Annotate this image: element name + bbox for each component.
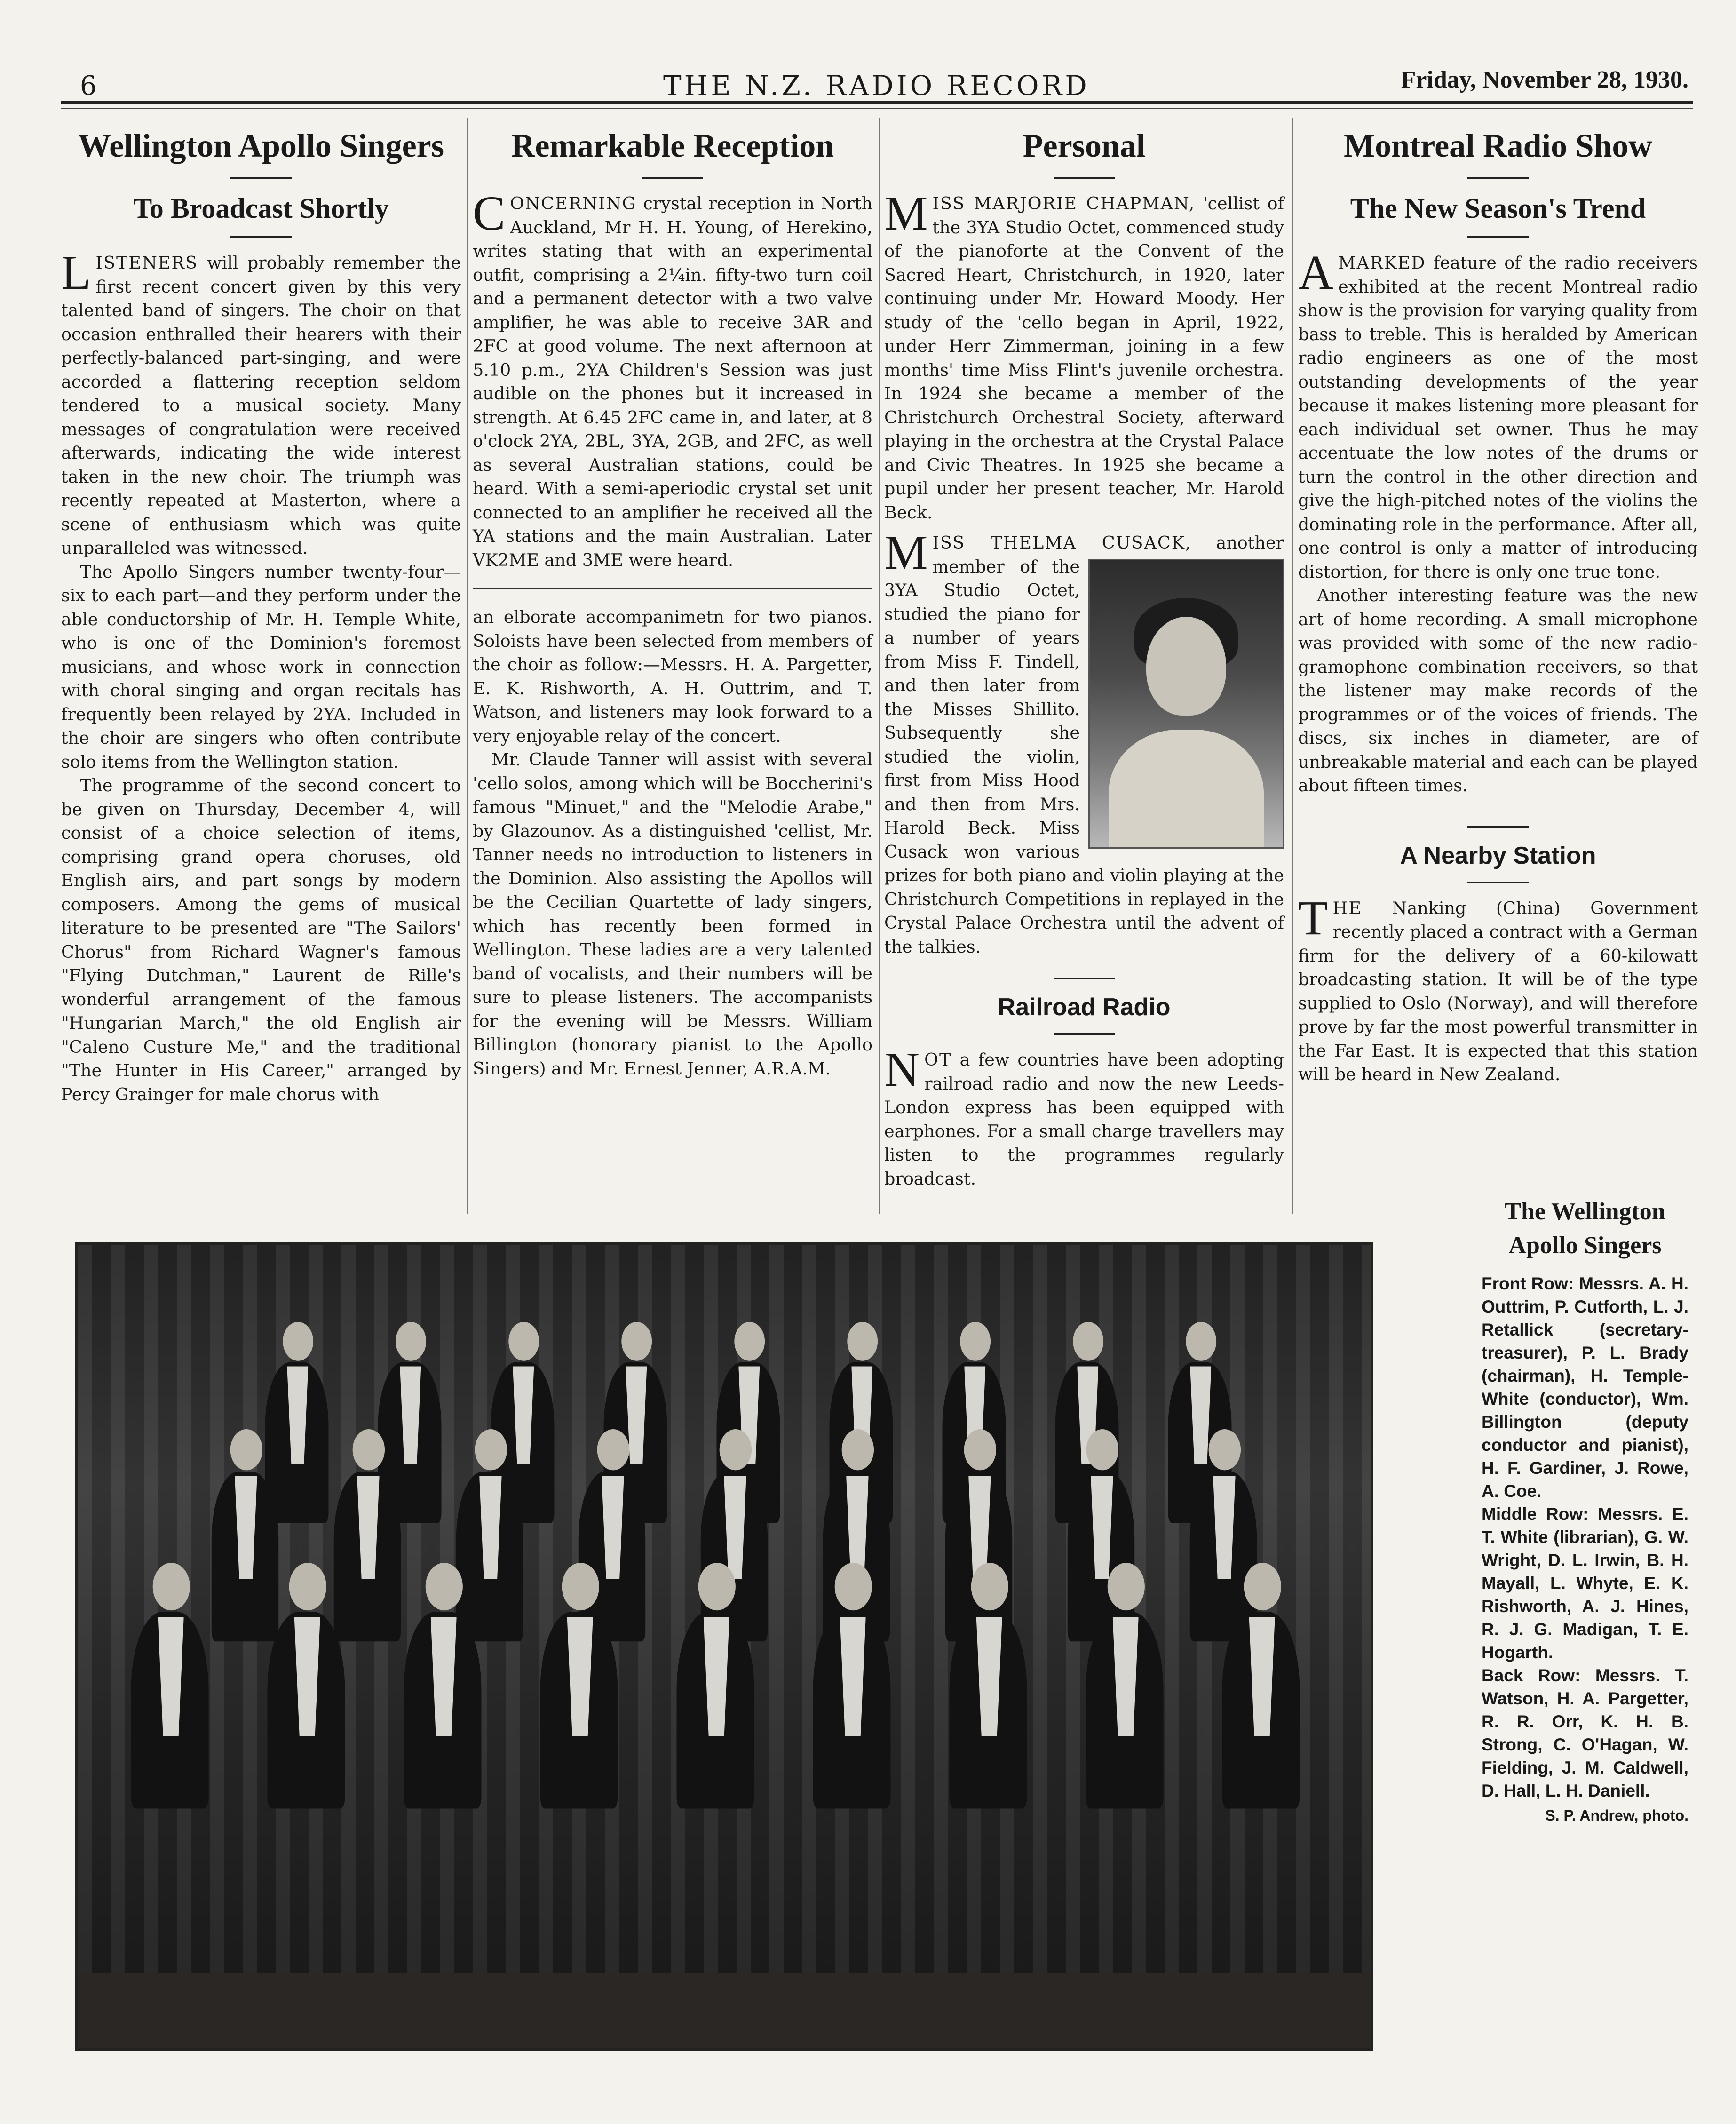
paragraph-text: feature of the radio receivers exhibited at the recent Montreal radio show is the provision for varying quality from bass to treble. This is heralded by American radio engineers as one of the most outstanding developments of the year because it makes listening more pleasant for each individual set owner. Thus he may accentuate the low notes of the drums or turn the control in the other direction and give the high-pitched notes of the violins the dominating role in the performance. After all, one control is only a matter of introducing distortion, for there is only one true tone. [1298, 253, 1698, 582]
section-divider [473, 588, 872, 589]
article-title: Personal [1023, 128, 1146, 164]
paragraph-text: crystal reception in North Auckland, Mr H. H. Young, of Herekino, writes stating that with an experimental outfit, comprising a 2¼in. fifty-two turn coil and a permanent detector with a two valve amplifier, he was able to receive 3AR and 2FC at good volume. The next afternoon at 5.10 p.m., 2YA Children's Session was just audible on the phones but it increased in strength. At 6.45 2FC came in, and later, at 8 o'clock 2YA, 2BL, 3YA, 2GB, and 2FC, as well as several Australian stations, could be heard. With a semi-aperiodic crystal set unit connected to an amplifier he received all the YA stations and the main Australian. Later VK2ME and 3ME were heard. [473, 193, 872, 570]
page-header [80, 66, 1688, 113]
article-paragraph [473, 186, 872, 572]
singer-figure [813, 1563, 891, 1811]
article-subtitle: To Broadcast Shortly [133, 193, 389, 224]
caption-middle-row: Middle Row: Messrs. E. T. White (librarian), G. W. Wright, D. L. Irwin, B. H. Mayall, L. Whyte, E. K. Rishworth, A. J. Hines, R. J. G. Madigan, T. E. Hogarth. [1482, 1504, 1688, 1662]
singer-figure [1222, 1563, 1300, 1811]
caption-back-row: Back Row: Messrs. T. Watson, H. A. Pargetter, R. R. Orr, K. H. B. Strong, C. O'Hagan, W. Fielding, J. M. Caldwell, D. Hall, L. H. Daniell. [1482, 1666, 1688, 1800]
portrait-photo [1088, 559, 1284, 849]
article-paragraph [61, 246, 461, 560]
article-paragraph: The programme of the second concert to be given on Thursday, December 4, will consist of a choice selection of items, comprising grand opera choruses, old English airs, and part songs by modern composers. Among the gems of musical literature to be presented are "The Sailors' Chorus" from Richard Wagner's famous "Flying Dutchman," Laurent de Rille's wonderful arrangement of the famous "Hungarian March," the old English air "Caleno Custure Me," and the traditional "The Hunter in His Career," arranged by Percy Grainger for male chorus with [61, 775, 461, 1105]
lead-in: HE [1332, 898, 1363, 918]
article-title: Wellington Apollo Singers [78, 128, 444, 164]
lead-in: ISS THELMA CUSACK, [932, 533, 1192, 553]
lead-in: ISS MARJORIE CHAPMAN, [932, 193, 1196, 214]
article-paragraph: Another interesting feature was the new art of home recording. A small microphone was provided with some of the new radio-gramophone combination receivers, so that the listener may make records of the programmes or of the voices of friends. The discs, six inches in diameter, are of unbreakable material and each can be played about fifteen times. [1298, 585, 1698, 796]
article-title: Remarkable Reception [511, 128, 834, 164]
section-rule [1467, 826, 1529, 828]
drop-cap: M [884, 525, 928, 580]
title-rule [1054, 177, 1115, 179]
singer-figure [540, 1563, 618, 1811]
photo-credit: S. P. Andrew, photo. [1545, 1807, 1688, 1824]
page-number: 6 [80, 71, 97, 101]
paragraph-text: another member of the 3YA Studio Octet, studied the piano for a number of years from Miss F. Tindell, and then later from the Misses Shillito. Subsequently she studied the violin, first from Miss Hood and then from Mrs. Harold Beck. Miss Cusack won various prizes for both piano and violin playing at the Christchurch Competitions in replayed in the Crystal Palace Orchestra until the advent of the talkies. [884, 533, 1284, 957]
paragraph-text: Nanking (China) Government recently placed a contract with a German firm for the delivery of a 60-kilowatt broadcasting station. It will be of the type supplied to Oslo (Norway), and will therefore prove by far the most powerful transmitter in the Far East. It is expected that this station will be heard in New Zealand. [1298, 898, 1698, 1084]
caption-title: The Wellington Apollo Singers [1505, 1198, 1665, 1259]
title-rule [1467, 177, 1529, 179]
title-rule [1467, 236, 1529, 238]
singer-figure [950, 1563, 1027, 1811]
singer-figure [131, 1563, 209, 1811]
column-divider [467, 118, 468, 1214]
lead-in: OT [924, 1050, 952, 1070]
article-paragraph: The Apollo Singers number twenty-four—six to each part—and they perform under the able conductorship of Mr. H. Temple White, who is one of the Dominion's foremost musicians, and whose work in connection with choral singing and organ recitals has frequently been relayed by 2YA. Included in the choir are singers who often contribute solo items from the Wellington station. [61, 561, 461, 772]
article-paragraph [884, 1042, 1284, 1191]
title-rule [230, 177, 292, 179]
issue-date: Friday, November 28, 1930. [1401, 66, 1688, 93]
article-paragraph [1298, 891, 1698, 1087]
article-subtitle: The New Season's Trend [1350, 193, 1646, 224]
drop-cap: N [884, 1042, 920, 1097]
article-paragraph [884, 525, 1284, 959]
article-montreal-radio-show [1298, 118, 1698, 1087]
paragraph-text: will probably remember the first recent concert given by this very talented band of singers. The choir on that occasion enthralled their hearers with their perfectly-balanced part-singing, and were accorded a flattering reception seldom tendered to a musical society. Many messages of congratulation were received afterwards, indicating the wide interest taken in the new choir. The triumph was recently repeated at Masterton, where a scene of enthusiasm which was quite unparalleled was witnessed. [61, 253, 461, 558]
article-personal [884, 118, 1284, 1191]
photo-floor [78, 1973, 1371, 2048]
photo-caption [1482, 1195, 1688, 1824]
drop-cap: L [61, 246, 91, 300]
drop-cap: C [473, 186, 506, 240]
article-title: Montreal Radio Show [1344, 128, 1652, 164]
paragraph-text: 'cellist of the 3YA Studio Octet, commenced study of the pianoforte at the Convent of the Sacred Heart, Christchurch, in 1920, later continuing under Mr. Howard Moody. Her study of the 'cello began in April, 1922, under Herr Zimmerman, joining in a few months' time Miss Flint's juvenile orchestra. In 1924 she became a member of the Christchurch Orchestral Society, afterward playing in the orchestra at the Crystal Palace and Civic Theatres. In 1925 she became a pupil under her present teacher, Mr. Harold Beck. [884, 193, 1284, 523]
section-rule [1054, 978, 1115, 979]
article-apollo-singers [61, 118, 461, 1106]
title-rule [230, 236, 292, 238]
article-paragraph [884, 186, 1284, 525]
drop-cap: T [1298, 891, 1328, 945]
article-paragraph [1298, 246, 1698, 584]
singer-figure [1086, 1563, 1164, 1811]
article-paragraph: Mr. Claude Tanner will assist with several 'cello solos, among which will be Boccherini's famous "Minuet," and the "Melodie Arabe," by Glazounov. As a distinguished 'cellist, Mr. Tanner needs no introduction to listeners in the Dominion. Also assisting the Apollos will be the Cecilian Quartette of lady singers, which has recently been formed in Wellington. These ladies are a very talented band of vocalists, and their numbers will be sure to please listeners. The accompanists for the evening will be Messrs. William Billington (honorary pianist to the Apollo Singers) and Mr. Ernest Jenner, A.R.A.M. [473, 749, 872, 1079]
group-photo [75, 1242, 1373, 2051]
column-divider [879, 118, 880, 1214]
header-rule [61, 101, 1693, 104]
singer-figure [677, 1563, 754, 1811]
paragraph-text: a few countries have been adopting railroad radio and now the new Leeds-London express has been equipped with earphones. For a small charge travellers may listen to the programmes regularly broadcast. [884, 1050, 1284, 1189]
article-subtitle: Railroad Radio [998, 994, 1171, 1021]
article-paragraph: an elborate accompanimetn for two pianos. Soloists have been selected from members of the choir as follow:—Messrs. H. A. Pargetter, E. K. Rishworth, A. H. Outtrim, and T. Watson, and listeners may look forward to a very enjoyable relay of the concert. [473, 607, 872, 746]
singer-figure [268, 1563, 345, 1811]
drop-cap: M [884, 186, 928, 240]
article-remarkable-reception [473, 118, 872, 1081]
drop-cap: A [1298, 246, 1334, 300]
title-rule [1054, 1033, 1115, 1035]
article-subtitle: A Nearby Station [1400, 842, 1596, 869]
caption-front-row: Front Row: Messrs. A. H. Outtrim, P. Cutforth, L. J. Retallick (secretary-treasurer), P. L. Brady (chairman), H. Temple-White (conductor), Wm. Billington (deputy conductor and pianist), H. F. Gardiner, J. Rowe, A. Coe. [1482, 1274, 1688, 1501]
header-rule-thin [61, 108, 1693, 109]
lead-in: MARKED [1338, 253, 1426, 273]
lead-in: ONCERNING [510, 193, 637, 214]
column-divider [1292, 118, 1293, 1214]
title-rule [642, 177, 703, 179]
title-rule [1467, 882, 1529, 883]
masthead: THE N.Z. RADIO RECORD [663, 70, 1090, 102]
lead-in: ISTENERS [95, 253, 198, 273]
singer-figure [404, 1563, 482, 1811]
